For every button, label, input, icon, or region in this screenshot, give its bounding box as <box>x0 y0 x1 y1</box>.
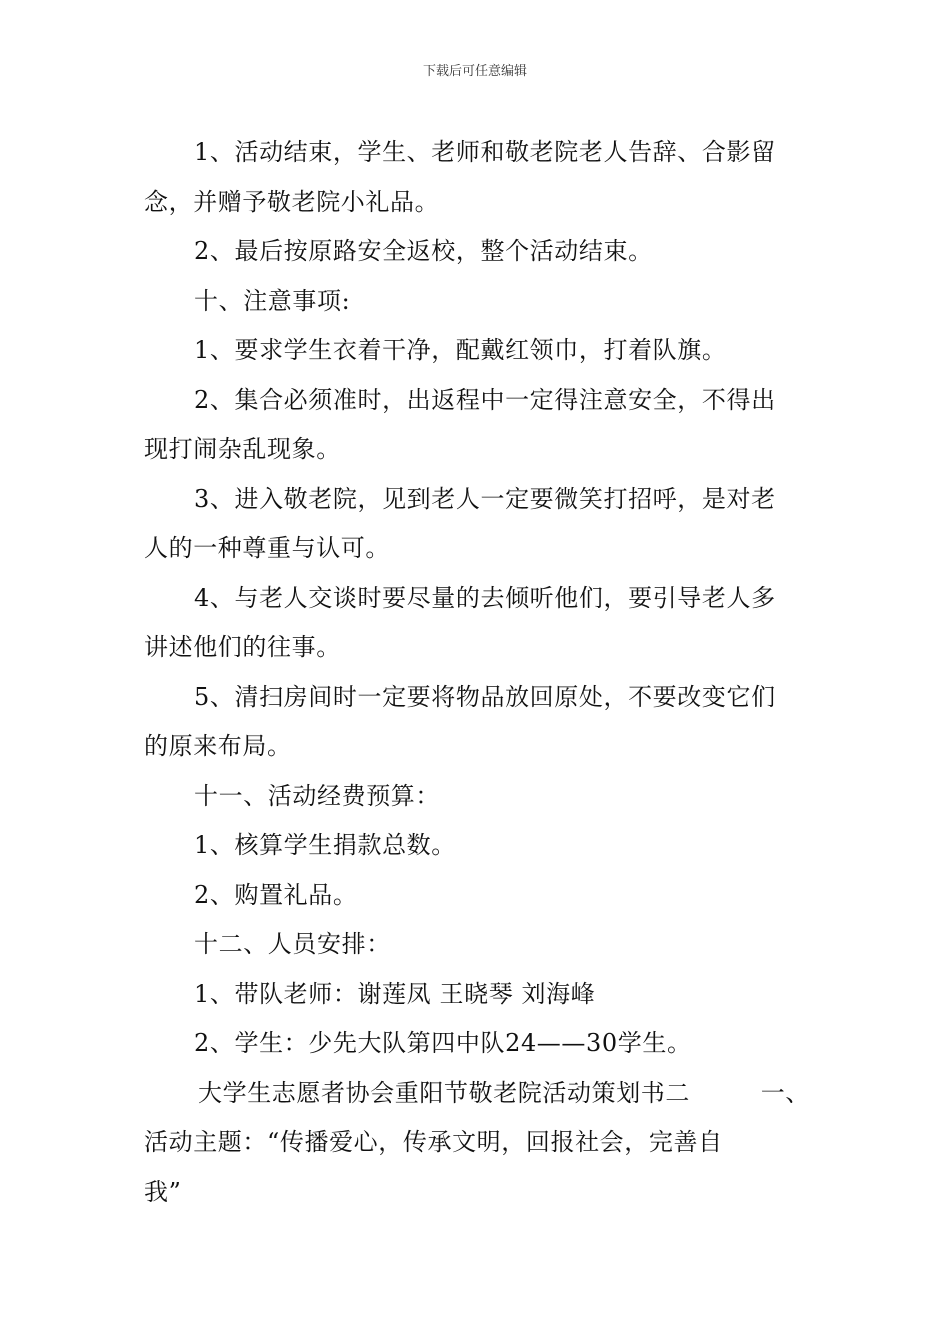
document-body <box>144 128 810 1217</box>
page-header: 下载后可任意编辑 <box>422 64 527 79</box>
paragraph-line: 2、最后按原路安全返校，整个活动结束。 <box>194 237 653 265</box>
paragraph-line: 念，并赠予敬老院小礼品。 <box>144 187 440 216</box>
paragraph-line: 2、集合必须准时，出返程中一定得注意安全，不得出 <box>194 385 776 414</box>
paragraph-line: 2、学生：少先大队第四中队24——30学生。 <box>194 1029 692 1057</box>
section-heading: 十二、人员安排： <box>194 930 391 958</box>
paragraph-line: 2、购置礼品。 <box>194 880 358 909</box>
section-heading: 十、注意事项: <box>194 286 351 315</box>
paragraph-line: 讲述他们的往事。 <box>144 633 341 661</box>
paragraph-line: 4、与老人交谈时要尽量的去倾听他们，要引导老人多 <box>194 583 776 612</box>
plan-title-row <box>144 1069 810 1119</box>
paragraph-line: 我” <box>144 1177 182 1206</box>
paragraph-line: 1、活动结束，学生、老师和敬老院老人告辞、合影留 <box>194 138 776 166</box>
paragraph-line: 现打闹杂乱现象。 <box>144 435 341 463</box>
paragraph-line: 3、进入敬老院，见到老人一定要微笑打招呼，是对老 <box>194 484 776 513</box>
section-heading: 十一、活动经费预算： <box>194 781 440 810</box>
plan-title: 大学生志愿者协会重阳节敬老院活动策划书二 <box>198 1078 690 1107</box>
paragraph-line: 1、带队老师：谢莲凤 王晓琴 刘海峰 <box>194 979 596 1008</box>
paragraph-line: 人的一种尊重与认可。 <box>144 534 390 562</box>
paragraph-line: 1、核算学生捐款总数。 <box>194 831 456 859</box>
paragraph-line: 的原来布局。 <box>144 732 292 760</box>
paragraph-line: 1、要求学生衣着干净，配戴红领巾，打着队旗。 <box>194 336 727 364</box>
section-number: 一、 <box>760 1078 810 1107</box>
paragraph-line: 5、清扫房间时一定要将物品放回原处，不要改变它们 <box>194 682 776 711</box>
paragraph-line: 活动主题：“传播爱心，传承文明，回报社会，完善自 <box>144 1128 723 1156</box>
